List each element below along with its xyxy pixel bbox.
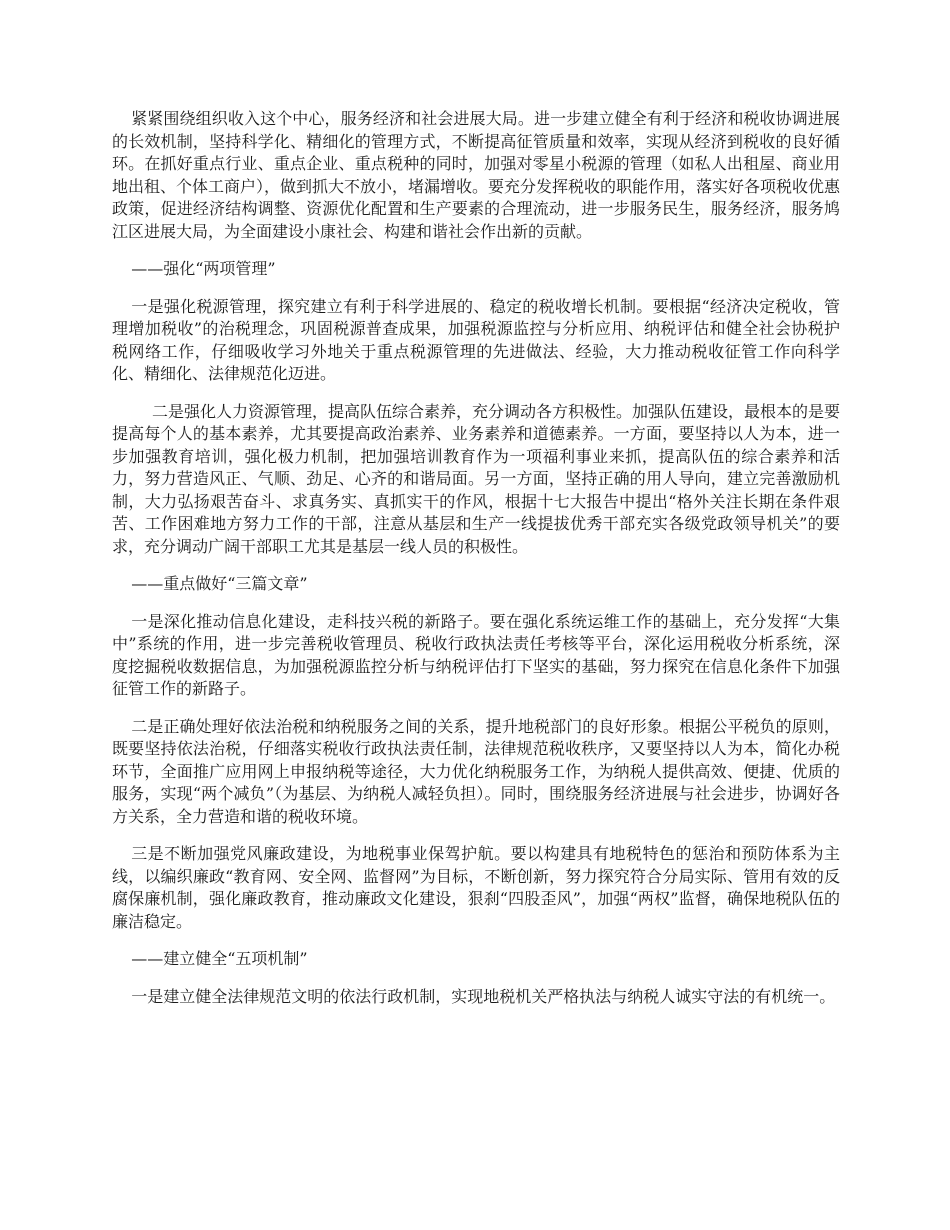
document-body bbox=[112, 108, 840, 1023]
paragraph-informatization: 一是深化推动信息化建设，走科技兴税的新路子。要在强化系统运维工作的基础上，充分发挥“大集中”系统的作用，进一步完善税收管理员、税收行政执法责任考核等平台，深化运用税收分析系统，深度挖掘税收数据信息，为加强税源监控分析与纳税评估打下坚实的基础，努力探究在信息化条件下加强征管工作的新路子。 bbox=[112, 611, 840, 698]
paragraph-clean-government: 三是不断加强党风廉政建设，为地税事业保驾护航。要以构建具有地税特色的惩治和预防体系为主线，以编织廉政“教育网、安全网、监督网”为目标，不断创新，努力探究符合分局实际、管用有效的反腐保廉机制，强化廉政教育，推动廉政文化建设，狠刹“四股歪风”，加强“两权”监督，确保地税队伍的廉洁稳定。 bbox=[112, 844, 840, 931]
section-heading-three-articles: ——重点做好“三篇文章” bbox=[131, 574, 308, 593]
paragraph-intro: 紧紧围绕组织收入这个中心，服务经济和社会进展大局。进一步建立健全有利于经济和税收协调进展的长效机制，坚持科学化、精细化的管理方式，不断提高征管质量和效率，实现从经济到税收的良好循环。在抓好重点行业、重点企业、重点税种的同时，加强对零星小税源的管理（如私人出租屋、商业用地出租、个体工商户），做到抓大不放小，堵漏增收。要充分发挥税收的职能作用，落实好各项税收优惠政策，促进经济结构调整、资源优化配置和生产要素的合理流动，进一步服务民生，服务经济，服务鸠江区进展大局，为全面建设小康社会、构建和谐社会作出新的贡献。 bbox=[112, 109, 841, 241]
paragraph-human-resource-management: 二是强化人力资源管理，提高队伍综合素养，充分调动各方积极性。加强队伍建设，最根本的是要提高每个人的基本素养，尤其要提高政治素养、业务素养和道德素养。一方面，要坚持以人为本，进一步加强教育培训，强化极力机制，把加强培训教育作为一项福利事业来抓，提高队伍的综合素养和活力，努力营造风正、气顺、劲足、心齐的和谐局面。另一方面，坚持正确的用人导向，建立完善激励机制，大力弘扬艰苦奋斗、求真务实、真抓实干的作风，根据十七大报告中提出“格外关注长期在条件艰苦、工作困难地方努力工作的干部，注意从基层和生产一线提拔优秀干部充实各级党政领导机关”的要求，充分调动广阔干部职工尤其是基层一线人员的积极性。 bbox=[112, 401, 841, 556]
paragraph-law-and-service: 二是正确处理好依法治税和纳税服务之间的关系，提升地税部门的良好形象。根据公平税负的原则，既要坚持依法治税，仔细落实税收行政执法责任制，法律规范税收秩序，又要坚持以人为本，简化办税环节，全面推广应用网上申报纳税等途径，大力优化纳税服务工作，为纳税人提供高效、便捷、优质的服务，实现“两个减负”（为基层、为纳税人减轻负担）。同时，围绕服务经济进展与社会进步，协调好各方关系，全力营造和谐的税收环境。 bbox=[112, 716, 840, 826]
paragraph-tax-source-management: 一是强化税源管理，探究建立有利于科学进展的、稳定的税收增长机制。要根据“经济决定税收，管理增加税收”的治税理念，巩固税源普查成果，加强税源监控与分析应用、纳税评估和健全社会协税护税网络工作，仔细吸收学习外地关于重点税源管理的先进做法、经验，大力推动税收征管工作向科学化、精细化、法律规范化迈进。 bbox=[112, 296, 840, 383]
paragraph-law-enforcement-mechanism: 一是建立健全法律规范文明的依法行政机制，实现地税机关严格执法与纳税人诚实守法的有机统一。 bbox=[131, 986, 836, 1006]
section-heading-two-managements: ——强化“两项管理” bbox=[131, 259, 276, 278]
section-heading-five-mechanisms: ——建立健全“五项机制” bbox=[131, 949, 308, 968]
